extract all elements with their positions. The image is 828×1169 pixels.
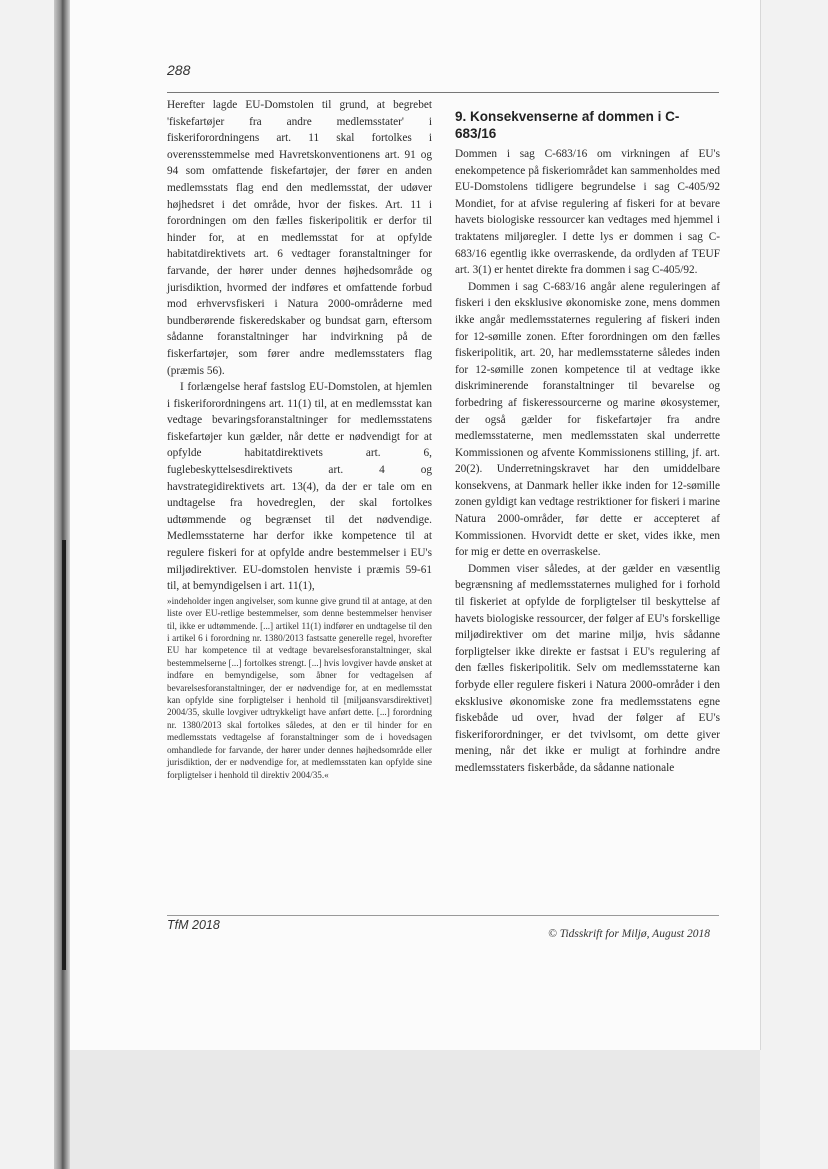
body-paragraph: I forlængelse heraf fastslog EU-Domstolen, at hjemlen i fiskeriforordningens art. 11(1) til, at en medlemsstat kan vedtage bevaringsforanstaltninger for medlemsstatens fiskefartøjer kun gælder, når dette er nødvendigt for at opfylde habitatdirektivets art. 6, fuglebeskyttelsesdirektivets art. 4 og havstrategidirektivets art. 13(4), da der er tale om en undtagelse fra hovedreglen, der skal fortolkes udtømmende og begrænset til det nødvendige. Medlemsstaterne har derfor ikke kompetence til at regulere fiskeri for at opfylde andre bestemmelser i EU's miljødirektiver. EU-domstolen henviste i præmis 59-61 til, at bemyndigelsen i art. 11(1), [167, 381, 432, 593]
scan-background [70, 1050, 760, 1169]
footer-journal: TfM 2018 [167, 918, 220, 932]
section-heading: 9. Konsekvenserne af dommen i C-683/16 [455, 109, 680, 141]
page-number: 288 [167, 62, 191, 78]
left-column [167, 97, 432, 781]
header-rule [167, 92, 719, 93]
footer-rule [167, 915, 719, 916]
body-paragraph: Dommen i sag C-683/16 om virkningen af EU's enekompetence på fiskeriområdet kan sammenholdes med EU-Domstolens tidligere begrundelse i sag C-405/92 Mondiet, for at afvise regulering af fiskeri for at bevare havets biologiske ressourcer kan vedtages med hjemmel i traktatens miljøregler. I dette lys er dommen i sag C-683/16 egentlig ikke overraskende, da ordlyden af TEUF art. 3(1) er hentet direkte fra dommen i sag C-405/92. [455, 148, 720, 277]
body-paragraph: Dommen viser således, at der gælder en væsentlig begrænsning af medlemsstaternes mulighed for i forhold til fiskeriet at opfylde de forpligtelser til beskyttelse af havets biologiske ressourcer, der følger af EU's forskellige miljødirektiver om det marine miljø, hvis sådanne forpligtelser ikke direkte er fastsat i EU's regulering af den fælles fiskeripolitik. Selv om medlemsstaterne kan forbyde eller regulere fiskeri i Natura 2000-områder i den eksklusive økonomiske zone fra medlemsstatens egne fiskebåde ud over, hvad der følger af EU's fiskeriforordninger, er det tvivlsomt, om dette giver mening, når det ikke er muligt at forhindre andre medlemsstaters fiskerbåde, da sådanne nationale [455, 562, 720, 774]
right-column [455, 108, 720, 777]
scan-shadow-strip [62, 540, 66, 970]
body-paragraph: Dommen i sag C-683/16 angår alene reguleringen af fiskeri i den eksklusive økonomiske zone, mens dommen ikke angår medlemsstaternes regulering af fiskeri inden for 12-sømille zonen. Efter forordningen om den fælles fiskeripolitik, art. 20, har medlemsstaterne således inden for 12-sømille zonen kompetence til at vedtage ikke diskriminerende foranstaltninger til bevarelse og forbedring af fiskeressourcerne og marine økosystemer, der også gælder for fiskefartøjer fra andre medlemsstaterne, men medlemsstaten skal underrette Kommissionen og afvente Kommissionens stilling, jf. art. 20(2). Underretningskravet har den umiddelbare konsekvens, at Danmark heller ikke inden for 12-sømille zonen gyldigt kan vedtage restriktioner for fiskeri i marine Natura 2000-områder, før dette er accepteret af Kommissionen. Hvorvidt dette er sket, vides ikke, men for mig er dette en overraskelse. [455, 280, 720, 559]
block-quote: »indeholder ingen angivelser, som kunne give grund til at antage, at den liste over EU-retlige bestemmelser, som denne bestemmelser henviser til, ikke er udtømmende. [...] artikel 11(1) indfører en undtagelse til den i artikel 6 i forordning nr. 1380/2013 fastsatte generelle regel, hvorefter EU har kompetence til at vedtage bevarelsesforanstaltninger, skal bestemmelserne [...] fortolkes strengt. [...] hvis lovgiver havde ønsket at indføre en bemyndigelse, som åbner for vedtagelsen af bevarelsesforanstaltninger, der er nødvendige for, at en medlemsstat kan opfylde sine forpligtelser i henhold til [miljøansvarsdirektivet] 2004/35, skulle lovgiver udtrykkeligt have anført dette. [...] forordning nr. 1380/2013 skal fortolkes således, at den er til hinder for en medlemsstats vedtagelse af foranstaltninger som de i hovedsagen omhandlede for farvande, der hører under dennes højhedsområde eller jurisdiktion, der er nødvendige for, at medlemsstaten kan opfylde sine forpligtelser i henhold til direktiv 2004/35.« [167, 595, 432, 780]
body-paragraph: Herefter lagde EU-Domstolen til grund, at begrebet 'fiskefartøjer fra andre medlemsstater' i fiskeriforordningens art. 11 skal fortolkes i overensstemmelse med Havretskonventionens art. 91 og 94 som omfattende fiskefartøjer, der fører en anden medlemsstats flag end den medlemsstat, der udøver højhedsret i det område, hvor der fiskes. Art. 11 i forordningen om den fælles fiskeripolitik er derfor til hinder for, at en medlemsstat for at opfylde habitatdirektivets art. 6 vedtager foranstaltninger for farvande, der hører under dennes højhedsområde og jurisdiktion, hvormed der indføres et omfattende forbud mod erhvervsfiskeri i Natura 2000-områderne med bundberørende fiskeredskaber og bundsat garn, eftersom sådanne foranstaltninger har indvirkning på de fiskerfartøjer, som fører andre medlemsstaters flag (præmis 56). [167, 99, 432, 377]
footer-copyright: © Tidsskrift for Miljø, August 2018 [548, 928, 710, 940]
